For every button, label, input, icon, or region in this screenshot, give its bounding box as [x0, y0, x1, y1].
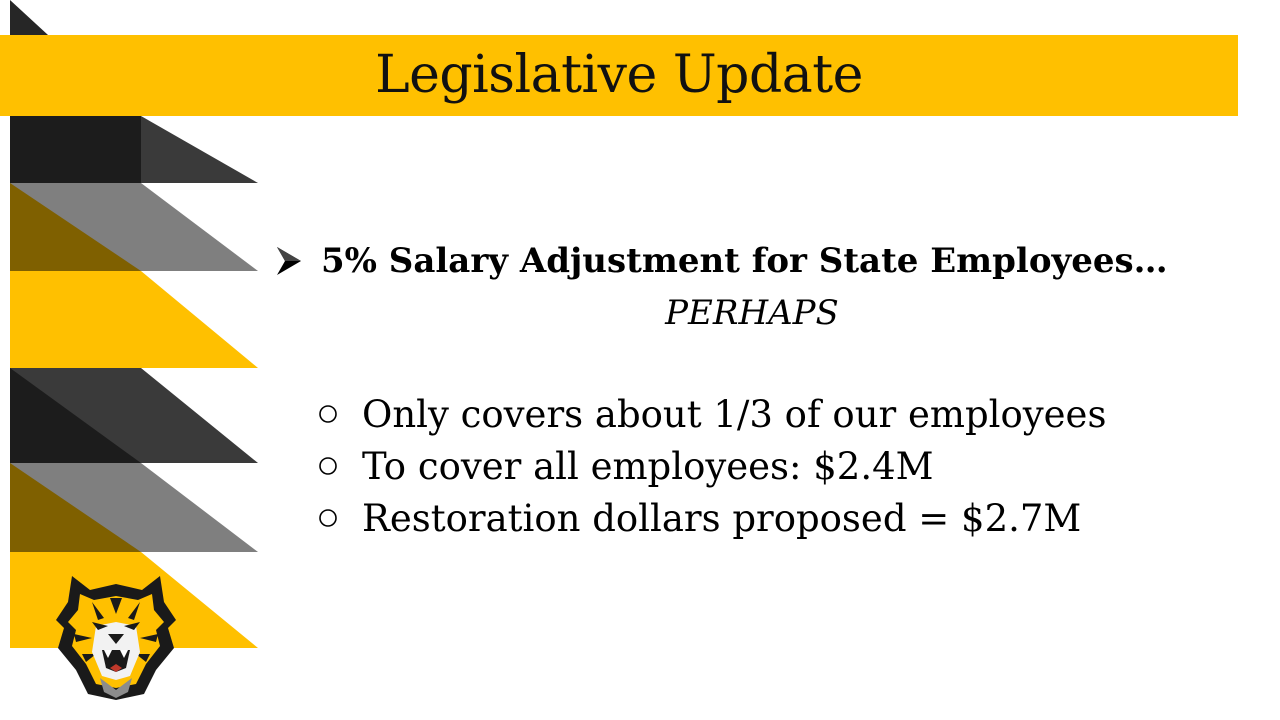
- arrowhead-icon: [275, 245, 303, 277]
- list-item: [318, 388, 1218, 440]
- bullet-list: [318, 388, 1218, 544]
- hollow-circle-icon: [318, 508, 338, 528]
- heading-line: [275, 236, 1215, 286]
- bullet-text: To cover all employees: $2.4M: [362, 444, 934, 488]
- tiger-mascot-logo: [52, 568, 180, 702]
- triangle-top: [10, 0, 48, 35]
- heading-text: 5% Salary Adjustment for State Employees…: [321, 241, 1168, 281]
- hollow-circle-icon: [318, 456, 338, 476]
- list-item: [318, 492, 1218, 544]
- slide-title: Legislative Update: [375, 45, 863, 105]
- band-dark-1-shade: [10, 116, 141, 183]
- hollow-circle-icon: [318, 404, 338, 424]
- bullet-text: Only covers about 1/3 of our employees: [362, 392, 1107, 436]
- heading-emphasis: PERHAPS: [665, 293, 839, 333]
- main-heading: [275, 236, 1215, 338]
- band-gold-1: [10, 271, 258, 368]
- list-item: [318, 440, 1218, 492]
- bullet-text: Restoration dollars proposed = $2.7M: [362, 496, 1082, 540]
